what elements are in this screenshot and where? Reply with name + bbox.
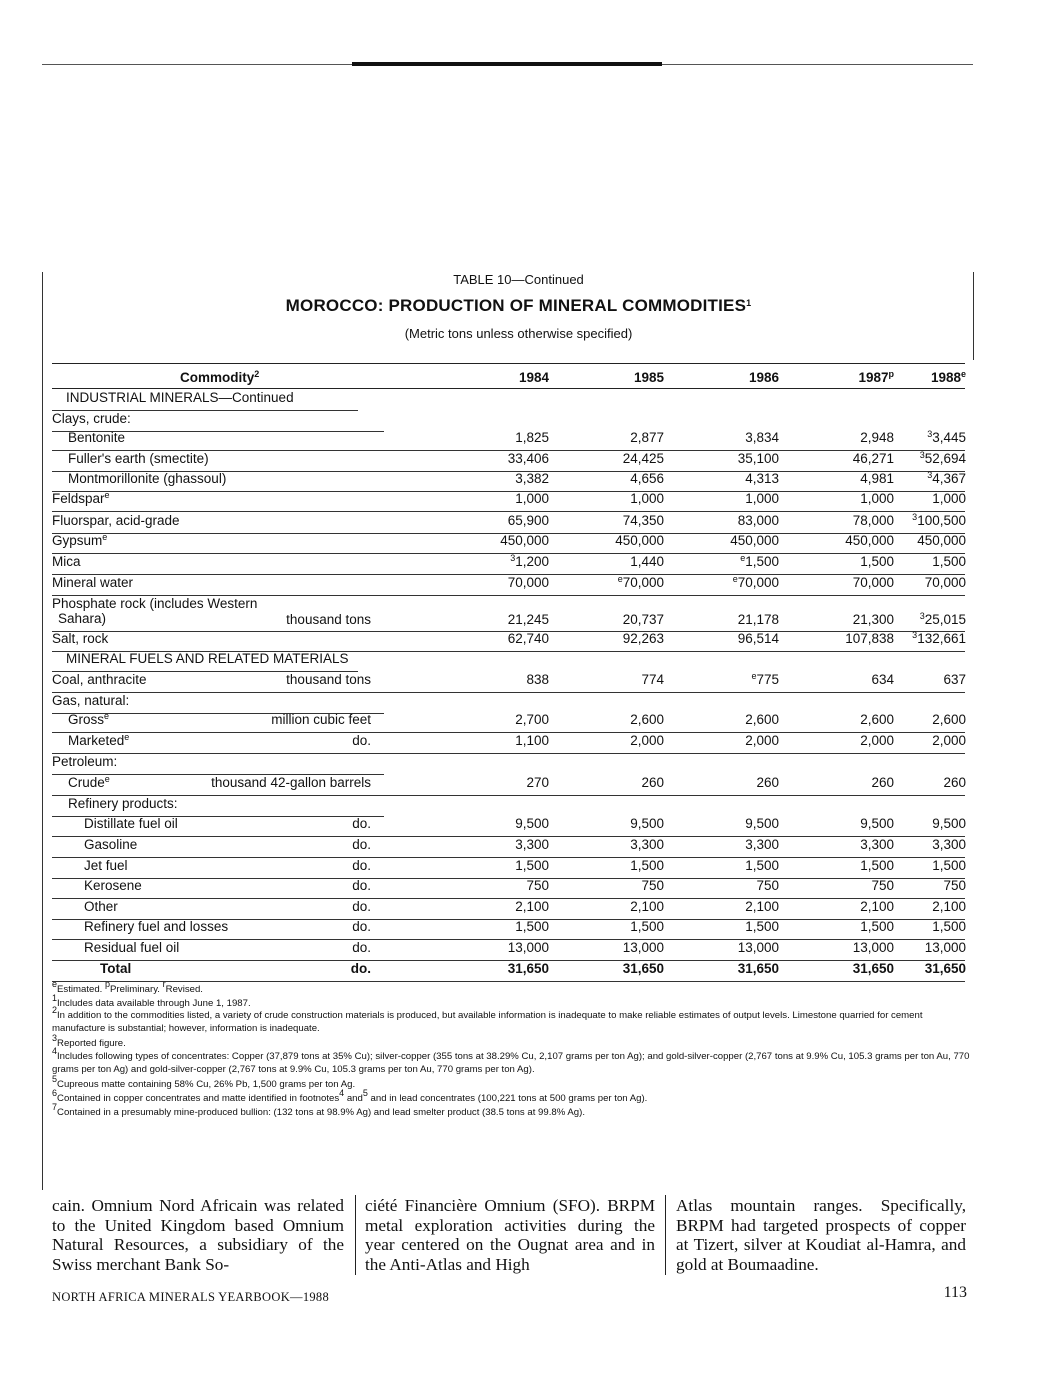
table-caption: TABLE 10—Continued bbox=[453, 272, 584, 287]
row-label: Refinery fuel and losses bbox=[84, 919, 229, 934]
running-footer-title: NORTH AFRICA MINERALS YEARBOOK—1988 bbox=[52, 1290, 330, 1304]
row-label: Mineral water bbox=[52, 575, 134, 590]
cell-value: 1,000 bbox=[515, 491, 549, 506]
table-row bbox=[52, 775, 969, 793]
cell-value: 1,500 bbox=[515, 919, 549, 934]
header-commodity: Commodity$^2$ bbox=[180, 369, 260, 385]
cell-value: 9,500 bbox=[745, 816, 779, 831]
footnote: $^3$Reported figure. bbox=[52, 1033, 126, 1049]
cell-value: 2,600 bbox=[630, 712, 664, 727]
row-unit: thousand 42-gallon barrels bbox=[211, 775, 371, 790]
cell-value: 1,000 bbox=[932, 491, 966, 506]
cell-value: 450,000 bbox=[500, 533, 549, 548]
cell-value: 31,650 bbox=[737, 961, 779, 976]
cell-value: 46,271 bbox=[852, 451, 894, 466]
cell-value: $^3$1,200 bbox=[510, 553, 549, 569]
cell-value: 31,650 bbox=[507, 961, 549, 976]
row-unit: do. bbox=[352, 733, 371, 748]
cell-value: 24,425 bbox=[622, 451, 664, 466]
cell-value: 450,000 bbox=[845, 533, 894, 548]
row-label: Salt, rock bbox=[52, 631, 109, 646]
cell-value: 260 bbox=[756, 775, 779, 790]
cell-value: 13,000 bbox=[622, 940, 664, 955]
row-label: Total bbox=[100, 961, 132, 976]
cell-value: 750 bbox=[526, 878, 549, 893]
row-unit: do. bbox=[352, 837, 371, 852]
cell-value: $^3$132,661 bbox=[912, 630, 966, 646]
cell-value: 21,178 bbox=[737, 612, 779, 627]
cell-value: 2,000 bbox=[860, 733, 894, 748]
cell-value: 1,000 bbox=[860, 491, 894, 506]
cell-value: 2,100 bbox=[515, 899, 549, 914]
cell-value: 2,000 bbox=[745, 733, 779, 748]
row-unit: do. bbox=[352, 899, 371, 914]
cell-value: 1,500 bbox=[932, 858, 966, 873]
cell-value: 1,500 bbox=[860, 554, 894, 569]
cell-value: $^e$70,000 bbox=[617, 574, 664, 590]
cell-value: 1,000 bbox=[630, 491, 664, 506]
cell-value: 270 bbox=[526, 775, 549, 790]
cell-value: 4,313 bbox=[745, 471, 779, 486]
cell-value: 260 bbox=[871, 775, 894, 790]
cell-value: $^3$52,694 bbox=[919, 450, 966, 466]
cell-value: 65,900 bbox=[507, 513, 549, 528]
row-unit: do. bbox=[352, 940, 371, 955]
cell-value: 2,700 bbox=[515, 712, 549, 727]
cell-value: 33,406 bbox=[507, 451, 549, 466]
cell-value: $^3$25,015 bbox=[919, 611, 966, 627]
table-row bbox=[52, 451, 969, 469]
cell-value: 1,000 bbox=[745, 491, 779, 506]
cell-value: 70,000 bbox=[924, 575, 966, 590]
row-label: Phosphate rock (includes Western Sahara) bbox=[52, 596, 258, 626]
table-row bbox=[52, 575, 969, 593]
table-row bbox=[52, 693, 969, 711]
row-unit: thousand tons bbox=[286, 612, 371, 627]
cell-value: 9,500 bbox=[630, 816, 664, 831]
cell-value: 96,514 bbox=[737, 631, 779, 646]
cell-value: 1,500 bbox=[745, 858, 779, 873]
cell-value: 450,000 bbox=[917, 533, 966, 548]
cell-value: $^3$100,500 bbox=[912, 512, 966, 528]
cell-value: 2,000 bbox=[630, 733, 664, 748]
cell-value: 4,981 bbox=[860, 471, 894, 486]
row-label: Bentonite bbox=[68, 430, 126, 445]
cell-value: 3,834 bbox=[745, 430, 779, 445]
table-row bbox=[52, 513, 969, 531]
cell-value: 21,300 bbox=[852, 612, 894, 627]
cell-value: 9,500 bbox=[515, 816, 549, 831]
row-label: Marketed$^e$ bbox=[68, 732, 130, 748]
cell-value: 1,500 bbox=[860, 858, 894, 873]
cell-value: 13,000 bbox=[924, 940, 966, 955]
cell-value: 750 bbox=[943, 878, 966, 893]
row-label: Other bbox=[84, 899, 118, 914]
cell-value: 78,000 bbox=[852, 513, 894, 528]
table-header-rule bbox=[52, 388, 965, 389]
cell-value: 74,350 bbox=[622, 513, 664, 528]
cell-value: 3,300 bbox=[745, 837, 779, 852]
table-row bbox=[52, 919, 969, 937]
table-row bbox=[52, 940, 969, 958]
cell-value: 2,877 bbox=[630, 430, 664, 445]
footnote: $^5$Cupreous matte containing 58% Cu, 26% Pb, 1,500 grams per ton Ag. bbox=[52, 1074, 356, 1090]
row-label: MINERAL FUELS AND RELATED MATERIALS bbox=[66, 651, 349, 666]
cell-value: 260 bbox=[641, 775, 664, 790]
cell-value: 13,000 bbox=[737, 940, 779, 955]
cell-value: 1,825 bbox=[515, 430, 549, 445]
cell-value: 3,382 bbox=[515, 471, 549, 486]
table-row bbox=[52, 596, 969, 630]
table-row bbox=[52, 471, 969, 489]
cell-value: 3,300 bbox=[860, 837, 894, 852]
cell-value: 107,838 bbox=[845, 631, 894, 646]
top-rule-accent bbox=[352, 62, 662, 66]
table-top-rule bbox=[52, 363, 965, 364]
header-year: 1988e bbox=[930, 369, 966, 385]
cell-value: 838 bbox=[526, 672, 549, 687]
table-row bbox=[52, 796, 969, 814]
body-column-1: cain. Omnium Nord Africain was related to the United Kingdom based Omnium Natural Resources, a subsidiary of the Swiss merchant Bank So- bbox=[52, 1196, 344, 1274]
cell-value: 450,000 bbox=[730, 533, 779, 548]
cell-value: $^e$775 bbox=[751, 671, 779, 687]
cell-value: 2,600 bbox=[932, 712, 966, 727]
cell-value: 35,100 bbox=[737, 451, 779, 466]
row-label: Gross$^e$ bbox=[68, 711, 110, 727]
cell-value: 1,500 bbox=[630, 919, 664, 934]
cell-value: 31,650 bbox=[622, 961, 664, 976]
cell-value: 750 bbox=[756, 878, 779, 893]
table-total-row bbox=[52, 961, 969, 979]
row-label: Coal, anthracite bbox=[52, 672, 147, 687]
footnote: $^e$Estimated. $^p$Preliminary. $^r$Revised. bbox=[52, 979, 203, 995]
row-label: Distillate fuel oil bbox=[84, 816, 178, 831]
cell-value: 3,300 bbox=[630, 837, 664, 852]
table-row bbox=[52, 631, 969, 649]
row-label: Fluorspar, acid-grade bbox=[52, 513, 180, 528]
cell-value: 21,245 bbox=[507, 612, 549, 627]
table-row bbox=[52, 712, 969, 730]
row-label: Residual fuel oil bbox=[84, 940, 180, 955]
cell-value: 70,000 bbox=[507, 575, 549, 590]
row-unit: do. bbox=[350, 961, 371, 976]
row-label: Petroleum: bbox=[52, 754, 118, 769]
table-title: MOROCCO: PRODUCTION OF MINERAL COMMODITIES$^1$ bbox=[285, 296, 752, 315]
table-row bbox=[52, 899, 969, 917]
row-label: Kerosene bbox=[84, 878, 142, 893]
row-unit: do. bbox=[352, 919, 371, 934]
cell-value: 260 bbox=[943, 775, 966, 790]
table-row bbox=[52, 878, 969, 896]
column-separator bbox=[355, 1195, 356, 1275]
cell-value: 1,500 bbox=[932, 919, 966, 934]
footnote: $^6$Contained in copper concentrates and matte identified in footnotes$^4$ and$^5$ and in lead concentrates (100,221 tons at 500 grams per ton Ag). bbox=[52, 1088, 648, 1104]
cell-value: 2,600 bbox=[860, 712, 894, 727]
cell-value: $^3$4,367 bbox=[927, 470, 966, 486]
cell-value: 2,100 bbox=[860, 899, 894, 914]
cell-value: 3,300 bbox=[932, 837, 966, 852]
table-row bbox=[52, 554, 969, 572]
cell-value: 92,263 bbox=[622, 631, 664, 646]
header-year: 1987$^p$ bbox=[858, 369, 894, 385]
frame-left-rule bbox=[42, 272, 43, 1190]
footnote: $^7$Contained in a presumably mine-produced bullion: (132 tons at 98.9% Ag) and lead smelter product (38.5 tons at 99.8% Ag). bbox=[52, 1102, 585, 1118]
cell-value: 2,100 bbox=[932, 899, 966, 914]
table-row bbox=[52, 430, 969, 448]
cell-value: 2,100 bbox=[745, 899, 779, 914]
table-row bbox=[52, 837, 969, 855]
cell-value: 2,100 bbox=[630, 899, 664, 914]
cell-value: 1,440 bbox=[630, 554, 664, 569]
table-subtitle: (Metric tons unless otherwise specified) bbox=[404, 326, 633, 341]
table-row bbox=[52, 733, 969, 751]
table-row bbox=[52, 491, 969, 509]
cell-value: 13,000 bbox=[507, 940, 549, 955]
table-row bbox=[52, 672, 969, 690]
table-row bbox=[52, 533, 969, 551]
table-row bbox=[52, 858, 969, 876]
header-year: 1984 bbox=[518, 370, 549, 385]
row-label: Gas, natural: bbox=[52, 693, 130, 708]
cell-value: 1,500 bbox=[860, 919, 894, 934]
cell-value: 4,656 bbox=[630, 471, 664, 486]
row-label: Montmorillonite (ghassoul) bbox=[68, 471, 227, 486]
row-unit: do. bbox=[352, 858, 371, 873]
table-section-row bbox=[52, 651, 969, 669]
cell-value: 31,650 bbox=[852, 961, 894, 976]
cell-value: 634 bbox=[871, 672, 894, 687]
row-label: INDUSTRIAL MINERALS—Continued bbox=[66, 390, 294, 405]
cell-value: 31,650 bbox=[924, 961, 966, 976]
cell-value: 83,000 bbox=[737, 513, 779, 528]
header-year: 1985 bbox=[633, 370, 664, 385]
cell-value: 774 bbox=[641, 672, 664, 687]
cell-value: 20,737 bbox=[622, 612, 664, 627]
column-separator bbox=[665, 1195, 666, 1275]
cell-value: 62,740 bbox=[507, 631, 549, 646]
cell-value: 3,300 bbox=[515, 837, 549, 852]
row-unit: do. bbox=[352, 878, 371, 893]
row-label: Crude$^e$ bbox=[68, 774, 110, 790]
cell-value: 2,600 bbox=[745, 712, 779, 727]
row-label: Refinery products: bbox=[68, 796, 178, 811]
page-number: 113 bbox=[943, 1284, 967, 1301]
row-label: Gypsum$^e$ bbox=[52, 532, 108, 548]
row-rule bbox=[52, 981, 965, 982]
cell-value: 750 bbox=[641, 878, 664, 893]
cell-value: 750 bbox=[871, 878, 894, 893]
cell-value: 9,500 bbox=[932, 816, 966, 831]
cell-value: 1,500 bbox=[630, 858, 664, 873]
header-year: 1986 bbox=[748, 370, 779, 385]
cell-value: $^e$70,000 bbox=[732, 574, 779, 590]
table-row bbox=[52, 411, 969, 429]
footnote: $^4$Includes following types of concentrates: Copper (37,879 tons at 35% Cu); silver-copper (355 tons at 38.29% Cu, 2,107 grams per ton Ag); and gold-silver-copper (2,767 tons at 9.9% Cu, 105.3 grams per ton Au, 770 grams per ton Ag) and gold-silver-copper (2,767 tons at 9.9% Cu, 105.3 grams per ton Au, 770 grams per ton Ag). bbox=[52, 1046, 970, 1075]
row-label: Jet fuel bbox=[84, 858, 128, 873]
table-header-row bbox=[52, 370, 969, 388]
cell-value: $^e$1,500 bbox=[740, 553, 779, 569]
row-unit: do. bbox=[352, 816, 371, 831]
row-label: Mica bbox=[52, 554, 81, 569]
cell-value: 1,500 bbox=[745, 919, 779, 934]
row-label: Feldspar$^e$ bbox=[52, 490, 110, 506]
row-label: Clays, crude: bbox=[52, 411, 131, 426]
cell-value: 2,948 bbox=[860, 430, 894, 445]
row-rule bbox=[52, 511, 965, 512]
cell-value: 9,500 bbox=[860, 816, 894, 831]
table-row bbox=[52, 816, 969, 834]
cell-value: 450,000 bbox=[615, 533, 664, 548]
body-column-3: Atlas mountain ranges. Specifically, BRPM had targeted prospects of copper at Tizert, silver at Koudiat al-Hamra, and gold at Boumaadine. bbox=[676, 1196, 966, 1274]
row-unit: million cubic feet bbox=[271, 712, 371, 727]
footnote: $^1$Includes data available through June 1, 1987. bbox=[52, 993, 251, 1009]
cell-value: 1,500 bbox=[515, 858, 549, 873]
cell-value: 1,500 bbox=[932, 554, 966, 569]
body-column-2: ciété Financière Omnium (SFO). BRPM metal exploration activities during the year centered on the Ougnat area and in the Anti-Atlas and High bbox=[365, 1196, 655, 1274]
row-unit: thousand tons bbox=[286, 672, 371, 687]
row-label: Gasoline bbox=[84, 837, 138, 852]
cell-value: 2,000 bbox=[932, 733, 966, 748]
cell-value: 70,000 bbox=[852, 575, 894, 590]
row-label: Fuller's earth (smectite) bbox=[68, 451, 209, 466]
cell-value: $^3$3,445 bbox=[927, 429, 966, 445]
cell-value: 637 bbox=[943, 672, 966, 687]
table-row bbox=[52, 754, 969, 772]
footnote: $^2$In addition to the commodities listed, a variety of crude construction materials is produced, but available information is inadequate to make reliable estimates of output levels. Limestone quarried for cement manufacture is substantial; however, information is inadequate. bbox=[52, 1005, 923, 1034]
cell-value: 1,100 bbox=[515, 733, 549, 748]
cell-value: 13,000 bbox=[852, 940, 894, 955]
table-section-row bbox=[52, 390, 969, 408]
